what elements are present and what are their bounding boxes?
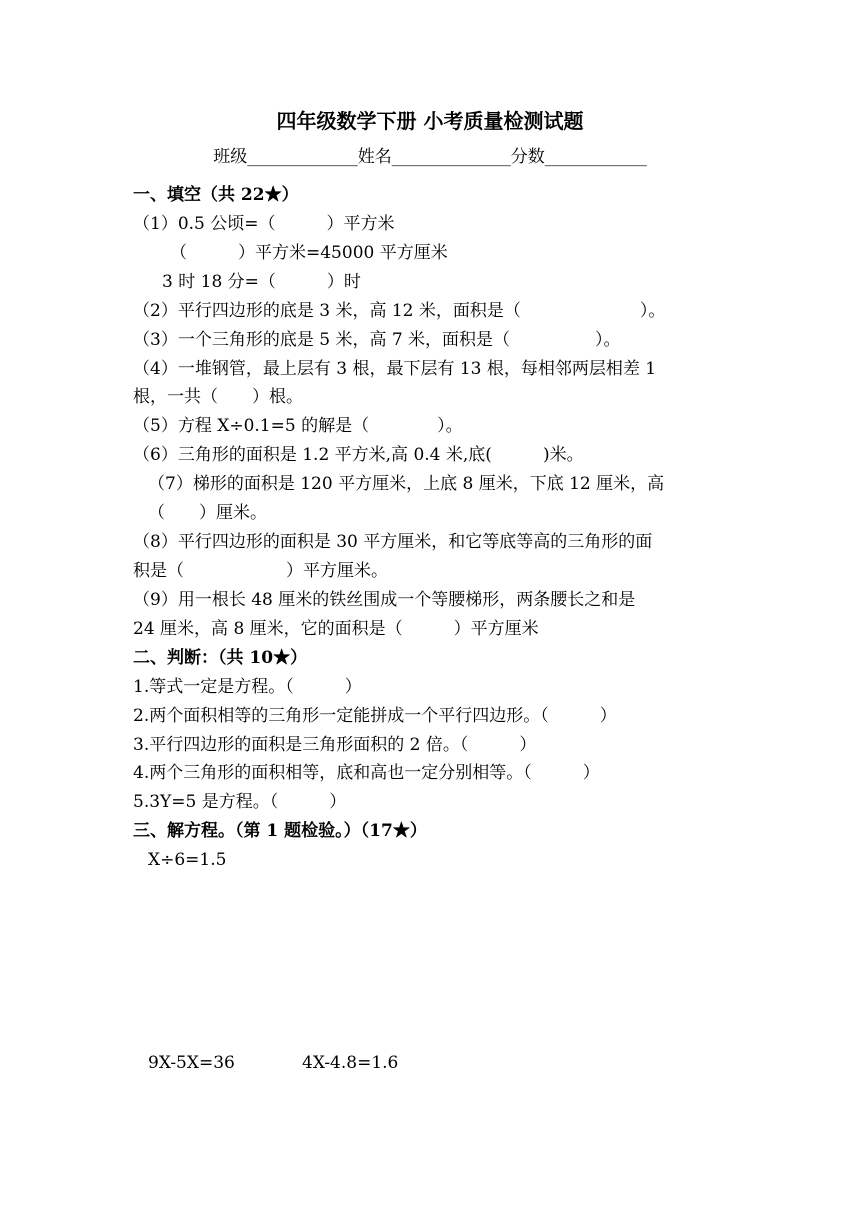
question-line: 根，一共（ ）根。: [133, 387, 303, 407]
judgment-line: 2.两个面积相等的三角形一定能拼成一个平行四边形。（ ）: [133, 706, 617, 726]
question-line: （2）平行四边形的底是 3 米，高 12 米，面积是（ ）。: [133, 301, 666, 321]
student-info-line: 班级_____________姓名______________分数____________: [213, 147, 647, 167]
judgment-line: 1.等式一定是方程。（ ）: [133, 677, 362, 697]
question-line: （ ）平方米=45000 平方厘米: [170, 243, 448, 263]
question-line: 3 时 18 分=（ ）时: [162, 272, 361, 292]
question-line: （4）一堆钢管，最上层有 3 根，最下层有 13 根，每相邻两层相差 1: [133, 359, 657, 379]
question-line: （ ）厘米。: [148, 503, 267, 523]
question-line: 24 厘米，高 8 厘米，它的面积是（ ）平方厘米: [133, 619, 539, 639]
section-heading-fill-blank: 一、填空（共 22★）: [133, 185, 299, 205]
page-title: 四年级数学下册 小考质量检测试题: [276, 109, 584, 133]
section-heading-true-false: 二、判断：（共 10★）: [133, 648, 308, 668]
equation: 9X-5X=36: [148, 1053, 235, 1073]
equation: X÷6=1.5: [148, 850, 227, 870]
question-line: （6）三角形的面积是 1.2 平方米,高 0.4 米,底( )米。: [133, 445, 584, 465]
section-heading-solve-equations: 三、解方程。（第 1 题检验。）（17★）: [133, 821, 427, 841]
equation: 4X-4.8=1.6: [302, 1053, 399, 1073]
judgment-line: 3.平行四边形的面积是三角形面积的 2 倍。（ ）: [133, 735, 537, 755]
question-line: （3）一个三角形的底是 5 米，高 7 米，面积是（ ）。: [133, 330, 621, 350]
question-line: （1）0.5 公顷=（ ）平方米: [133, 214, 395, 234]
question-line: 积是（ ）平方厘米。: [133, 561, 388, 581]
judgment-line: 4.两个三角形的面积相等，底和高也一定分别相等。（ ）: [133, 763, 600, 783]
question-line: （9）用一根长 48 厘米的铁丝围成一个等腰梯形，两条腰长之和是: [133, 590, 636, 610]
question-line: （5）方程 X÷0.1=5 的解是（ ）。: [133, 416, 463, 436]
question-line: （7）梯形的面积是 120 平方厘米，上底 8 厘米，下底 12 厘米，高: [148, 474, 665, 494]
question-line: （8）平行四边形的面积是 30 平方厘米，和它等底等高的三角形的面: [133, 532, 653, 552]
judgment-line: 5.3Y=5 是方程。（ ）: [133, 792, 347, 812]
